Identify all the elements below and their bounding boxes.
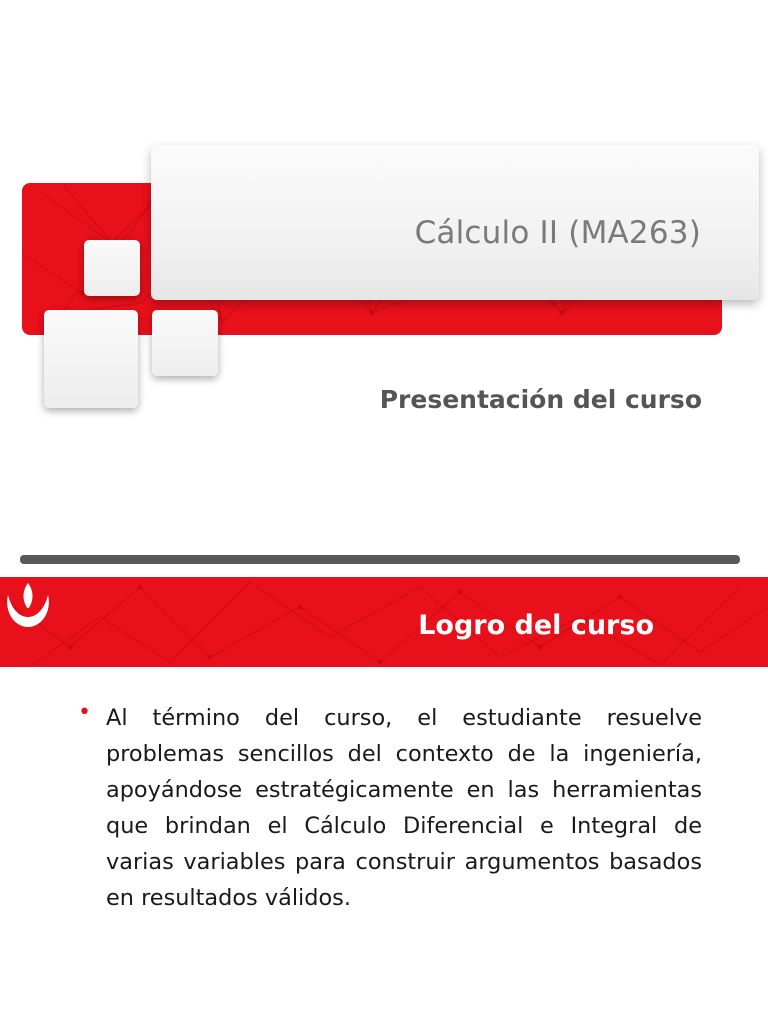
- decorative-square-small: [84, 240, 140, 296]
- list-item: Al término del curso, el estudiante resuelve problemas sencillos del contexto de la ingeniería, apoyándose estratégicamente en las herramientas que brindan el Cálculo Diferencial e Integral de varias variables para construir argumentos basados en resultados válidos.: [106, 705, 702, 911]
- upc-logo-icon: [0, 577, 56, 633]
- section-header: [0, 577, 768, 667]
- course-goal-content: [78, 700, 702, 916]
- slide-title: Cálculo II (MA263): [414, 215, 701, 251]
- section-title: Logro del curso: [418, 610, 654, 641]
- title-card: [151, 145, 759, 300]
- bullet-marker: •: [78, 700, 91, 725]
- slide-divider: [20, 555, 740, 564]
- decorative-square-large: [44, 310, 138, 408]
- slide-subtitle: Presentación del curso: [379, 385, 702, 414]
- decorative-square-medium: [152, 310, 218, 376]
